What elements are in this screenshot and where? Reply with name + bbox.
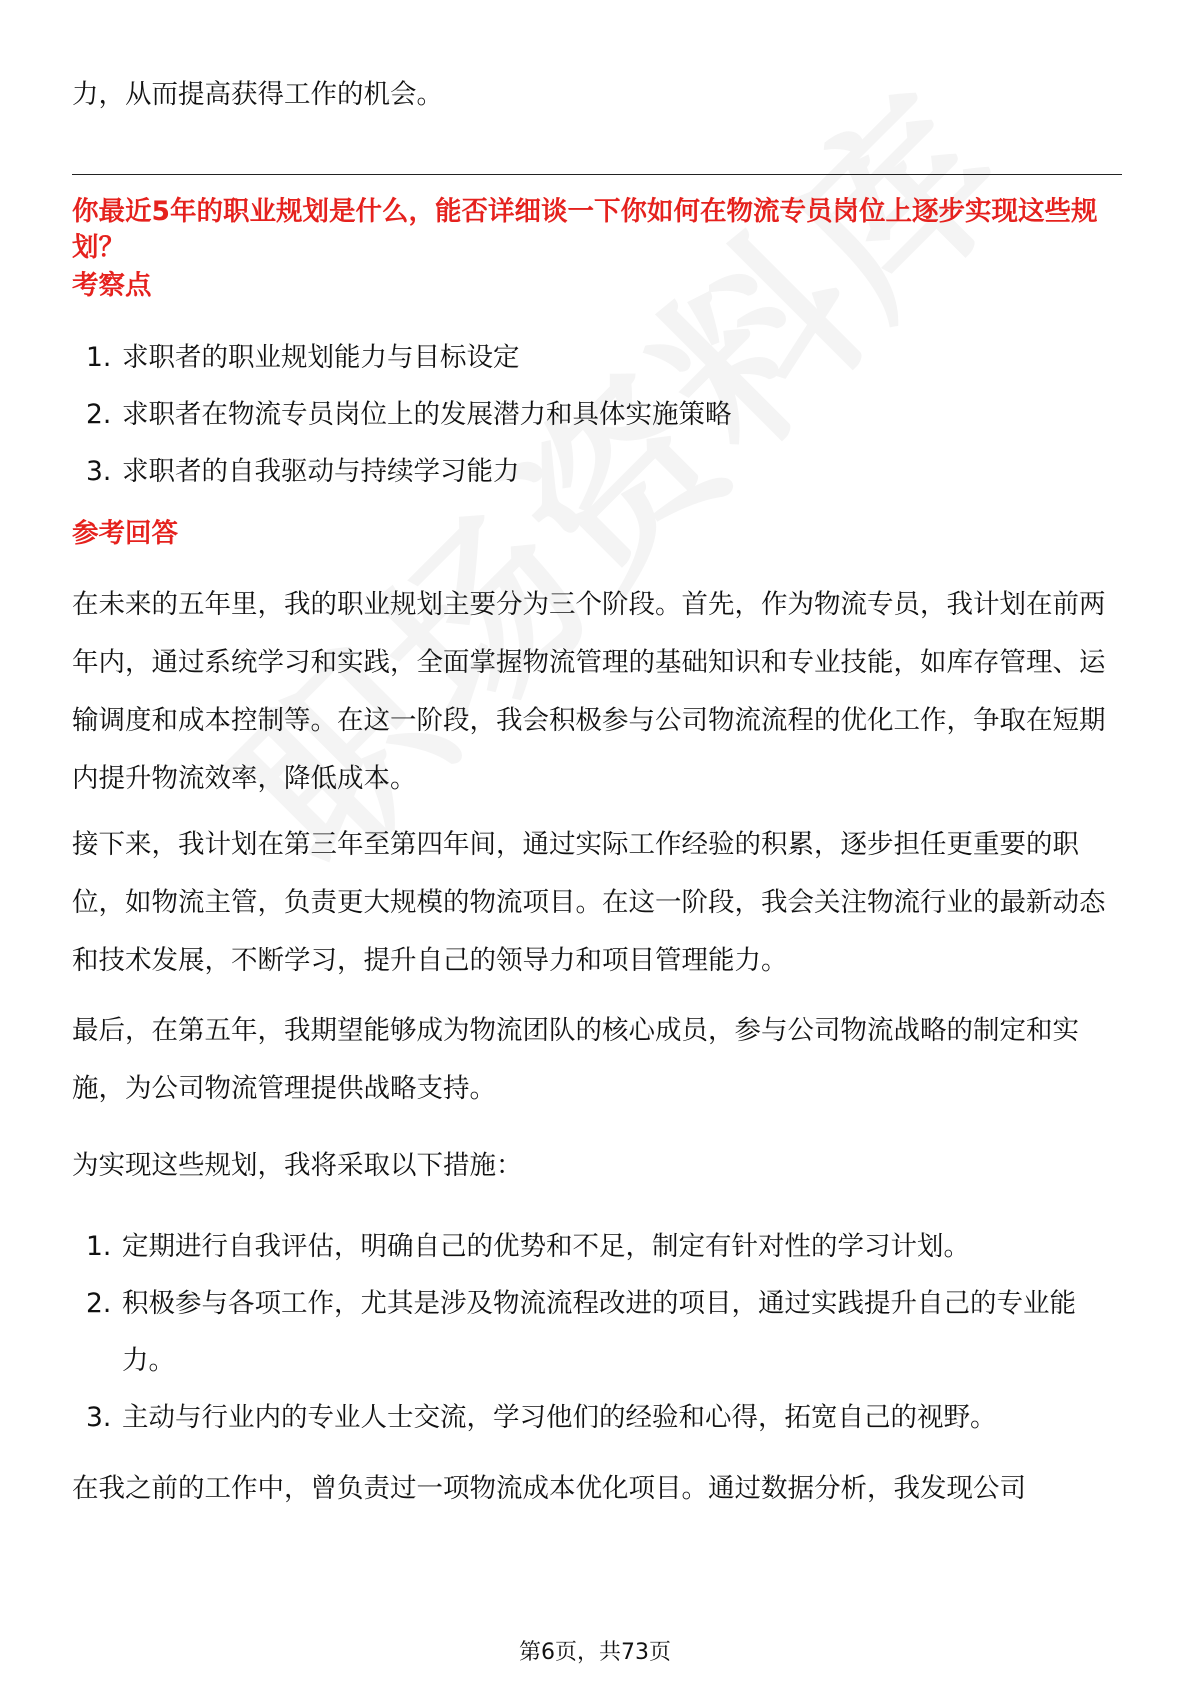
list-item [86, 386, 1122, 443]
list-item-text: 求职者在物流专员岗位上的发展潜力和具体实施策略 [122, 399, 732, 430]
list-item-number: 3. [86, 1402, 112, 1433]
list-item-number: 3. [86, 456, 112, 487]
answer-paragraph-1 [72, 576, 1122, 808]
list-item [86, 329, 1122, 386]
section-divider [72, 174, 1122, 175]
list-item-text: 求职者的职业规划能力与目标设定 [122, 342, 520, 373]
list-item [86, 1389, 1122, 1446]
measures-list [86, 1218, 1122, 1446]
answer-paragraph-3 [72, 1002, 1122, 1118]
paragraph-text: 接下来，我计划在第三年至第四年间，通过实际工作经验的积累，逐步担任更重要的职位，如物流主管，负责更大规模的物流项目。在这一阶段，我会关注物流行业的最新动态和技术发展，不断学习，提升自己的领导力和项目管理能力。 [72, 829, 1106, 976]
paragraph-text: 在未来的五年里，我的职业规划主要分为三个阶段。首先，作为物流专员，我计划在前两年内，通过系统学习和实践，全面掌握物流管理的基础知识和专业技能，如库存管理、运输调度和成本控制等。在这一阶段，我会积极参与公司物流流程的优化工作，争取在短期内提升物流效率，降低成本。 [72, 589, 1106, 794]
paragraph-text: 为实现这些规划，我将采取以下措施： [72, 1150, 523, 1181]
list-item-text: 积极参与各项工作，尤其是涉及物流流程改进的项目，通过实践提升自己的专业能力。 [122, 1288, 1076, 1376]
question-title: 你最近5年的职业规划是什么，能否详细谈一下你如何在物流专员岗位上逐步实现这些规划？ [72, 196, 1098, 263]
answer-paragraph-2 [72, 816, 1122, 990]
list-item-number: 2. [86, 399, 112, 430]
list-item-number: 1. [86, 342, 112, 373]
heading-reference-answer: 参考回答 [72, 518, 178, 549]
heading-assessment-points: 考察点 [72, 270, 152, 301]
paragraph-text: 在我之前的工作中，曾负责过一项物流成本优化项目。通过数据分析，我发现公司 [72, 1473, 1026, 1504]
list-item-text: 主动与行业内的专业人士交流，学习他们的经验和心得，拓宽自己的视野。 [122, 1402, 997, 1433]
list-item [86, 1218, 1122, 1275]
answer-paragraph-5 [72, 1460, 1122, 1518]
page-footer: 第6页，共73页 [519, 1640, 671, 1665]
list-item [86, 443, 1122, 500]
lead-paragraph: 力，从而提高获得工作的机会。 [72, 79, 443, 110]
paragraph-text: 最后，在第五年，我期望能够成为物流团队的核心成员，参与公司物流战略的制定和实施，为公司物流管理提供战略支持。 [72, 1015, 1079, 1104]
answer-paragraph-4 [72, 1137, 1122, 1195]
list-item [86, 1275, 1122, 1389]
list-item-number: 1. [86, 1231, 112, 1262]
list-item-text: 定期进行自我评估，明确自己的优势和不足，制定有针对性的学习计划。 [122, 1231, 970, 1262]
list-item-number: 2. [86, 1288, 112, 1319]
list-item-text: 求职者的自我驱动与持续学习能力 [122, 456, 520, 487]
assessment-points-list [86, 329, 1122, 500]
